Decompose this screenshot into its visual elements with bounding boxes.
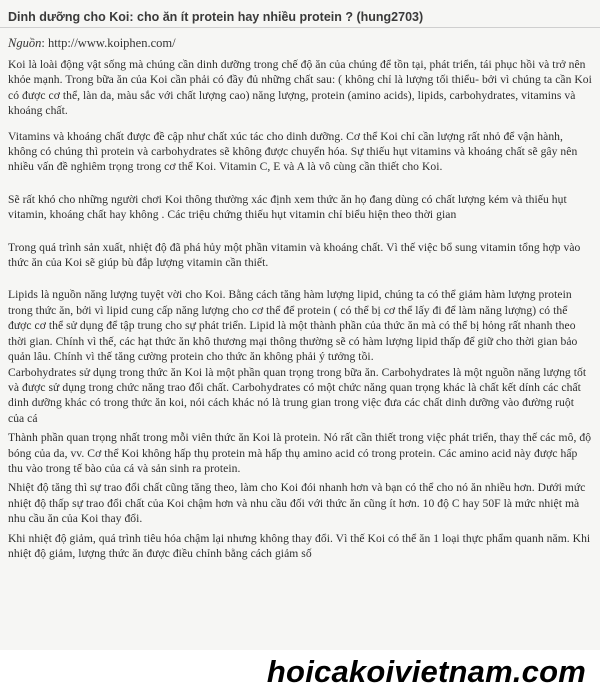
footer xyxy=(0,650,600,693)
site-watermark: hoicakoivietnam.com xyxy=(266,654,586,689)
paragraph-lipids: Lipids là nguồn năng lượng tuyệt vời cho Koi. Bằng cách tăng hàm lượng lipid, chúng ta có thể giảm hàm lượng protein trong thức ăn, bởi vì lipid cung cấp năng lượng cho cơ thể để protein ( có thể bị cơ thể lấy đi để làm năng lượng) có thể được cơ thể sử dụng để tập trung cho sự phát triển. Lipid là một thành phần của thức ăn mà có thể bị hỏng rất nhanh theo thời gian. Chính vì thế, các hạt thức ăn khô thương mại thông thường sẽ có hàm lượng lipid thấp để giữ cho thời gian bảo quản lâu. Chính vì thế tăng cường protein cho thức ăn không phải ý tưởng tồi. xyxy=(8,288,578,364)
source-line xyxy=(8,35,592,51)
paragraph-production: Trong quá trình sản xuất, nhiệt độ đã phá hủy một phần vitamin và khoáng chất. Vì thế việc bổ sung vitamin tổng hợp vào thức ăn của Koi sẽ giúp bù đắp lượng vitamin cần thiết. xyxy=(8,240,581,270)
source-label: Nguồn xyxy=(8,36,42,50)
paragraph-carbohydrates: Carbohydrates sử dụng trong thức ăn Koi là một phần quan trọng trong bữa ăn. Carbohydrates là một nguồn năng lượng tốt và được sử dụng trong chức năng trao đổi chất. Carbohydrates có một chức năng quan trọng khác là chất kết dính các chất dinh dưỡng khác có trong thức ăn koi, nói cách khác nó là trung gian trong việc đưa các chất dinh dưỡng vào đường ruột của cá xyxy=(8,365,587,425)
article-title: Dinh dưỡng cho Koi: cho ăn ít protein hay nhiều protein ? (hung2703) xyxy=(0,0,600,28)
paragraph-temperature-decrease: Khi nhiệt độ giảm, quá trình tiêu hóa chậm lại nhưng không thay đổi. Vì thế Koi có thể ăn 1 loại thực phẩm quanh năm. Khi nhiệt độ giảm, lượng thức ăn được điều chỉnh bằng cách giảm số xyxy=(8,531,591,560)
paragraph-nutrition-intro: Koi là loài động vật sống mà chúng cần dinh dưỡng trong chế độ ăn của chúng để tồn tại, phát triển, tái phục hồi và trở nên khỏe mạnh. Trong bữa ăn của Koi cần phải có đầy đủ những chất sau: ( không chỉ là lượng tối thiểu- bởi vì chúng ta cần Koi có được cơ thể, làn da, màu sắc với chất lượng cao) năng lượng, protein (amino acids), lipids, carbohydrates, vitamins và khoáng chất. xyxy=(8,58,592,118)
source-url: : http://www.koiphen.com/ xyxy=(41,36,176,50)
paragraph-protein: Thành phần quan trọng nhất trong mỗi viên thức ăn Koi là protein. Nó rất cần thiết trong việc phát triển, thay thế các mô, độ bóng của da, vv. Cơ thể Koi không hấp thụ protein mà hấp thụ amino acid có trong protein. Các amino acid này được hấp thu vào trong tế bào của cá và sản sinh ra protein. xyxy=(8,431,592,475)
paragraph-temperature: Nhiệt độ tăng thì sự trao đổi chất cũng tăng theo, làm cho Koi đói nhanh hơn và bạn có thể cho nó ăn nhiều hơn. Dưới mức nhiệt độ thấp sự trao đổi chất của Koi chậm hơn và nhu cầu đối với thức ăn cũng ít hơn. 10 độ C hay 50F là mức nhiệt mà nhu cầu ăn của Koi thay đổi. xyxy=(8,481,586,526)
paragraph-vitamins: Vitamins và khoáng chất được đề cập như chất xúc tác cho dinh dưỡng. Cơ thể Koi chỉ cần lượng rất nhỏ để vận hành, không có chúng thì protein và carbohydrates sẽ không được chuyển hóa. Sự thiếu hụt vitamins và khoáng chất sẽ gây nên nhiều vấn đề nghiêm trọng trong cơ thể Koi. Vitamin C, E và A là vô cùng cần thiết cho Koi. xyxy=(8,129,578,174)
paragraph-vitamin-deficiency: Sẽ rất khó cho những người chơi Koi thông thường xác định xem thức ăn họ đang dùng có chất lượng kém và thiếu hụt vitamin, khoáng chất hay không . Các triệu chứng thiếu hụt vitamin chỉ biểu hiện theo thời gian xyxy=(8,192,567,222)
